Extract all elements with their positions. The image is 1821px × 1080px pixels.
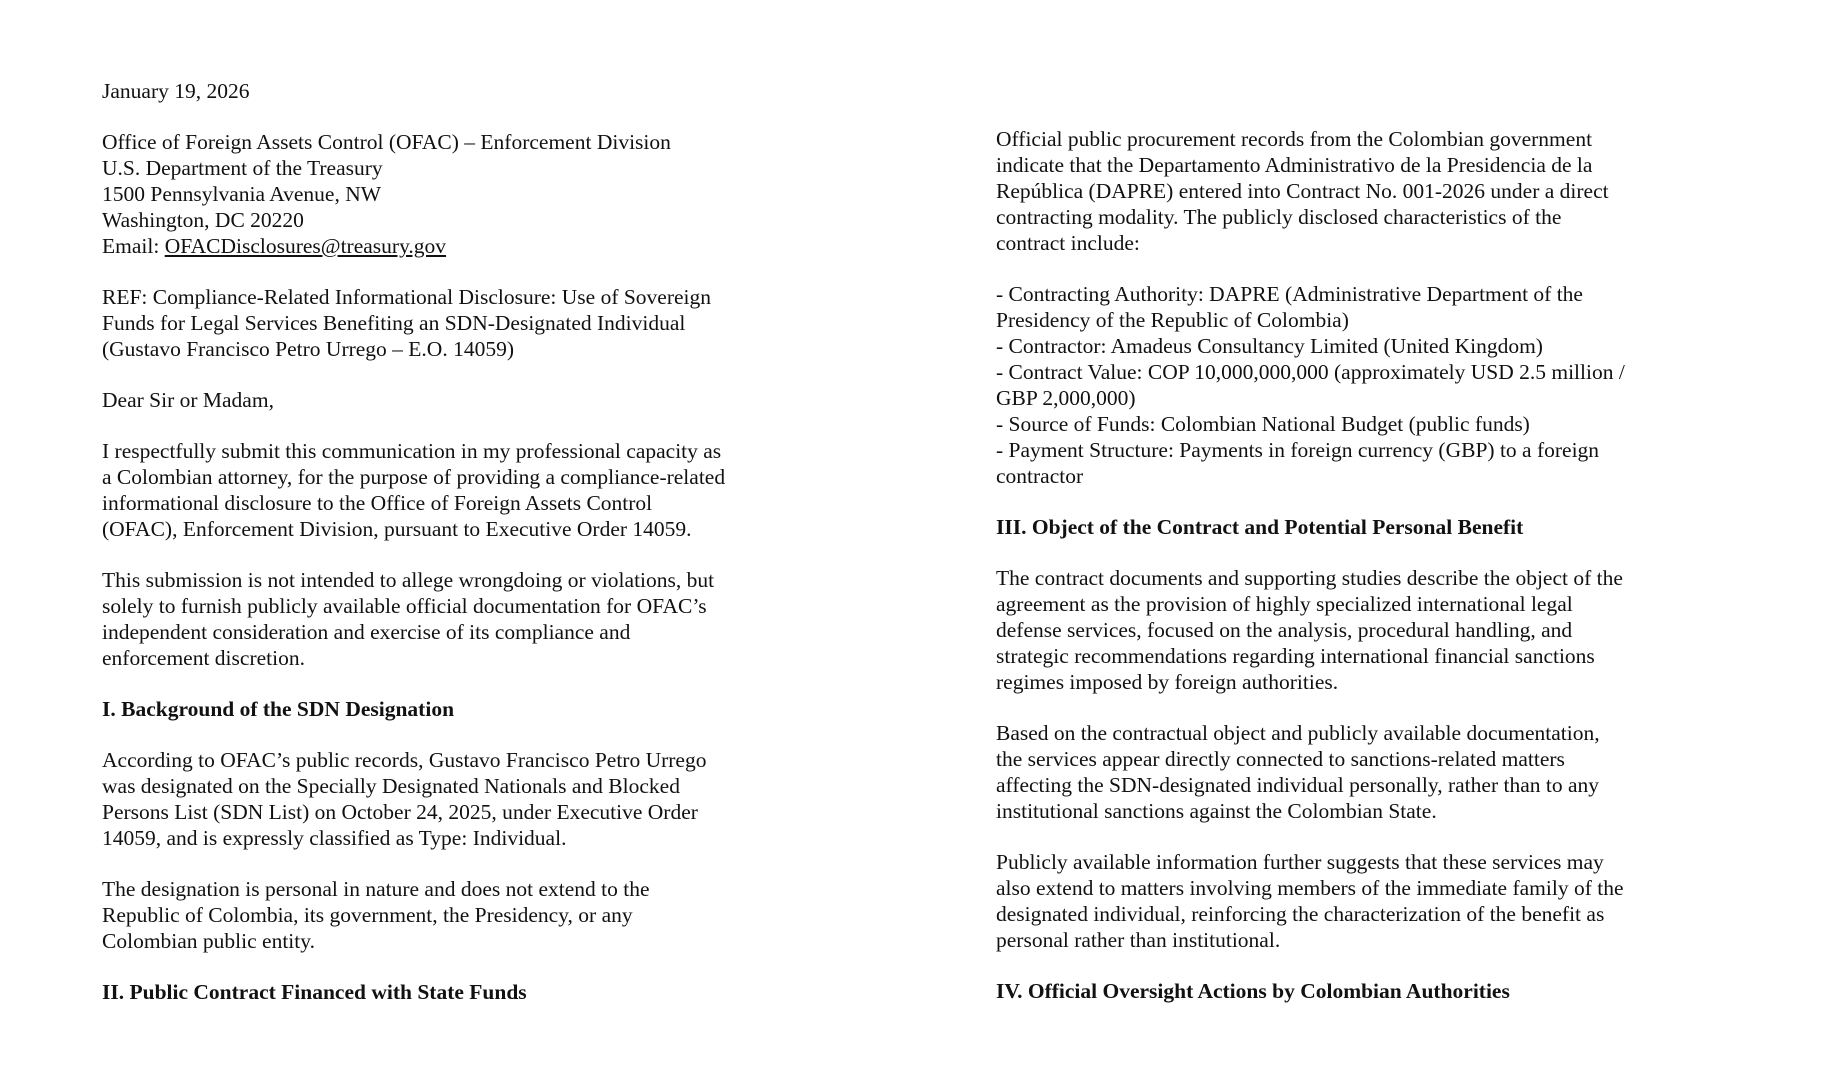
- text-line: the services appear directly connected to sanctions-related matters: [996, 747, 1565, 771]
- text-line: affecting the SDN-designated individual personally, rather than to any: [996, 773, 1600, 797]
- email-line: [102, 233, 812, 259]
- email-label: Email:: [102, 234, 165, 258]
- text-line: institutional sanctions against the Colombian State.: [996, 799, 1437, 823]
- text-line: Republic of Colombia, its government, the Presidency, or any: [102, 903, 633, 927]
- text-line: Based on the contractual object and publicly available documentation,: [996, 721, 1600, 745]
- text-line: solely to furnish publicly available official documentation for OFAC’s: [102, 594, 707, 618]
- text-line: - Contractor: Amadeus Consultancy Limited (United Kingdom): [996, 334, 1543, 358]
- section-3-paragraph-1: [996, 565, 1716, 695]
- recipient-address: [102, 129, 812, 259]
- text-line: regimes imposed by foreign authorities.: [996, 670, 1339, 694]
- text-line: contract include:: [996, 231, 1140, 255]
- section-3-heading: III. Object of the Contract and Potential Personal Benefit: [996, 515, 1524, 539]
- text-line: Colombian public entity.: [102, 929, 315, 953]
- text-line: 14059, and is expressly classified as Type: Individual.: [102, 826, 567, 850]
- text-line: Publicly available information further suggests that these services may: [996, 850, 1604, 874]
- left-page: [102, 78, 812, 1030]
- letter-date: January 19, 2026: [102, 79, 250, 103]
- section-1-paragraph-2: [102, 876, 812, 954]
- text-line: a Colombian attorney, for the purpose of providing a compliance-related: [102, 465, 726, 489]
- text-line: - Source of Funds: Colombian National Budget (public funds): [996, 412, 1530, 436]
- section-3-paragraph-3: [996, 849, 1716, 953]
- contract-characteristics-list: [996, 281, 1716, 489]
- list-item: [996, 411, 1716, 437]
- right-page: [996, 126, 1716, 1029]
- address-line: Office of Foreign Assets Control (OFAC) – Enforcement Division: [102, 130, 671, 154]
- text-line: contracting modality. The publicly disclosed characteristics of the: [996, 205, 1562, 229]
- text-line: also extend to matters involving members of the immediate family of the: [996, 876, 1624, 900]
- address-line: Washington, DC 20220: [102, 208, 304, 232]
- ref-line: Funds for Legal Services Benefiting an SDN-Designated Individual: [102, 311, 686, 335]
- text-line: - Payment Structure: Payments in foreign currency (GBP) to a foreign: [996, 438, 1600, 462]
- text-line: República (DAPRE) entered into Contract No. 001-2026 under a direct: [996, 179, 1609, 203]
- text-line: - Contracting Authority: DAPRE (Administrative Department of the: [996, 282, 1583, 306]
- text-line: Persons List (SDN List) on October 24, 2025, under Executive Order: [102, 800, 698, 824]
- text-line: The designation is personal in nature and does not extend to the: [102, 877, 650, 901]
- section-1-heading: I. Background of the SDN Designation: [102, 697, 455, 721]
- text-line: GBP 2,000,000): [996, 386, 1136, 410]
- list-item: [996, 359, 1716, 411]
- text-line: defense services, focused on the analysis, procedural handling, and: [996, 618, 1573, 642]
- text-line: - Contract Value: COP 10,000,000,000 (approximately USD 2.5 million /: [996, 360, 1625, 384]
- text-line: agreement as the provision of highly specialized international legal: [996, 592, 1573, 616]
- text-line: was designated on the Specially Designated Nationals and Blocked: [102, 774, 680, 798]
- text-line: (OFAC), Enforcement Division, pursuant to Executive Order 14059.: [102, 517, 692, 541]
- text-line: According to OFAC’s public records, Gustavo Francisco Petro Urrego: [102, 748, 707, 772]
- address-line: U.S. Department of the Treasury: [102, 156, 383, 180]
- text-line: informational disclosure to the Office of Foreign Assets Control: [102, 491, 653, 515]
- intro-paragraph-1: [102, 438, 812, 542]
- list-item: [996, 333, 1716, 359]
- section-4-heading: IV. Official Oversight Actions by Colombian Authorities: [996, 979, 1510, 1003]
- text-line: contractor: [996, 464, 1084, 488]
- text-line: indicate that the Departamento Administrativo de la Presidencia de la: [996, 153, 1593, 177]
- list-item: [996, 281, 1716, 333]
- text-line: enforcement discretion.: [102, 646, 305, 670]
- text-line: independent consideration and exercise of its compliance and: [102, 620, 631, 644]
- intro-paragraph-2: [102, 567, 812, 671]
- text-line: Presidency of the Republic of Colombia): [996, 308, 1349, 332]
- text-line: designated individual, reinforcing the characterization of the benefit as: [996, 902, 1605, 926]
- salutation: Dear Sir or Madam,: [102, 388, 274, 412]
- reference-line: [102, 284, 812, 362]
- text-line: This submission is not intended to allege wrongdoing or violations, but: [102, 568, 715, 592]
- contract-intro-paragraph: [996, 126, 1716, 256]
- text-line: I respectfully submit this communication in my professional capacity as: [102, 439, 722, 463]
- text-line: personal rather than institutional.: [996, 928, 1281, 952]
- list-item: [996, 437, 1716, 489]
- ref-line: REF: Compliance-Related Informational Disclosure: Use of Sovereign: [102, 285, 712, 309]
- text-line: The contract documents and supporting studies describe the object of the: [996, 566, 1623, 590]
- text-line: strategic recommendations regarding international financial sanctions: [996, 644, 1595, 668]
- section-2-heading: II. Public Contract Financed with State Funds: [102, 980, 527, 1004]
- email-link[interactable]: OFACDisclosures@treasury.gov: [164, 234, 447, 258]
- text-line: Official public procurement records from the Colombian government: [996, 127, 1593, 151]
- section-1-paragraph-1: [102, 747, 812, 851]
- ref-line: (Gustavo Francisco Petro Urrego – E.O. 14059): [102, 337, 514, 361]
- address-line: 1500 Pennsylvania Avenue, NW: [102, 182, 382, 206]
- section-3-paragraph-2: [996, 720, 1716, 824]
